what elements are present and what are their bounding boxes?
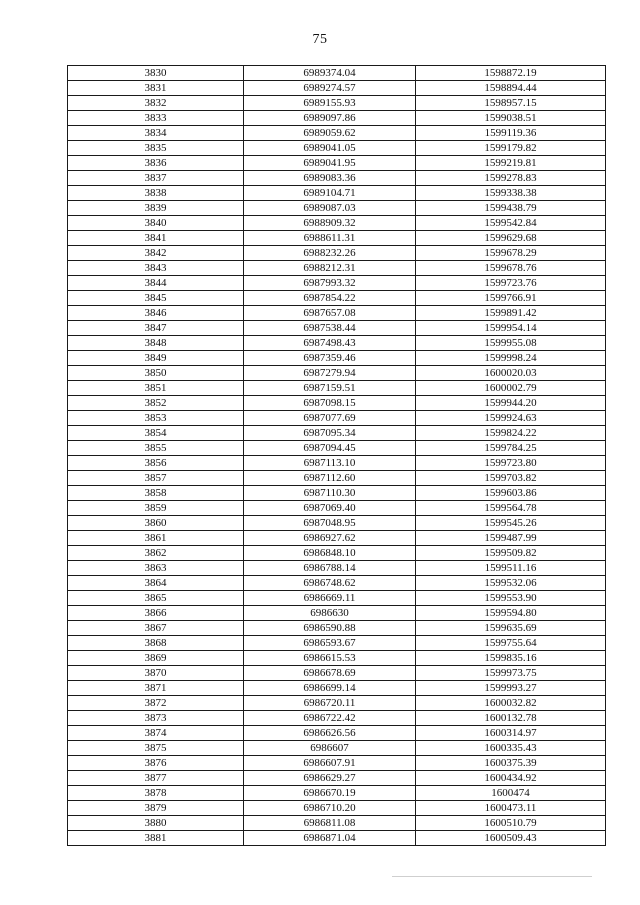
point-number-cell: 3860 [68,516,244,531]
point-number-cell: 3848 [68,336,244,351]
y-coordinate-cell: 1599678.29 [416,246,606,261]
point-number-cell: 3877 [68,771,244,786]
scan-artifact-line [392,876,592,877]
table-row [68,561,606,576]
x-coordinate-cell: 6989041.05 [244,141,416,156]
y-coordinate-cell: 1599038.51 [416,111,606,126]
point-number-cell: 3868 [68,636,244,651]
y-coordinate-cell: 1598872.19 [416,66,606,81]
point-number-cell: 3858 [68,486,244,501]
y-coordinate-cell: 1599564.78 [416,501,606,516]
point-number-cell: 3841 [68,231,244,246]
x-coordinate-cell: 6987110.30 [244,486,416,501]
table-row [68,231,606,246]
point-number-cell: 3863 [68,561,244,576]
page-number: 75 [312,32,328,47]
x-coordinate-cell: 6989155.93 [244,96,416,111]
table-row [68,726,606,741]
y-coordinate-cell: 1599924.63 [416,411,606,426]
table-row [68,786,606,801]
point-number-cell: 3871 [68,681,244,696]
y-coordinate-cell: 1598957.15 [416,96,606,111]
point-number-cell: 3851 [68,381,244,396]
point-number-cell: 3837 [68,171,244,186]
y-coordinate-cell: 1599603.86 [416,486,606,501]
table-row [68,471,606,486]
x-coordinate-cell: 6989104.71 [244,186,416,201]
point-number-cell: 3879 [68,801,244,816]
table-row [68,606,606,621]
table-row [68,576,606,591]
point-number-cell: 3855 [68,441,244,456]
table-row [68,486,606,501]
x-coordinate-cell: 6989374.04 [244,66,416,81]
table-row [68,171,606,186]
x-coordinate-cell: 6987113.10 [244,456,416,471]
y-coordinate-cell: 1599678.76 [416,261,606,276]
y-coordinate-cell: 1600335.43 [416,741,606,756]
point-number-cell: 3869 [68,651,244,666]
x-coordinate-cell: 6986669.11 [244,591,416,606]
point-number-cell: 3830 [68,66,244,81]
point-number-cell: 3840 [68,216,244,231]
y-coordinate-cell: 1599509.82 [416,546,606,561]
coordinates-table-body [68,66,606,846]
y-coordinate-cell: 1599891.42 [416,306,606,321]
y-coordinate-cell: 1599438.79 [416,201,606,216]
point-number-cell: 3846 [68,306,244,321]
y-coordinate-cell: 1598894.44 [416,81,606,96]
y-coordinate-cell: 1600434.92 [416,771,606,786]
point-number-cell: 3859 [68,501,244,516]
x-coordinate-cell: 6987095.34 [244,426,416,441]
x-coordinate-cell: 6986811.08 [244,816,416,831]
point-number-cell: 3872 [68,696,244,711]
table-row [68,276,606,291]
table-row [68,156,606,171]
y-coordinate-cell: 1599338.38 [416,186,606,201]
x-coordinate-cell: 6986590.88 [244,621,416,636]
table-row [68,666,606,681]
x-coordinate-cell: 6986748.62 [244,576,416,591]
table-row [68,186,606,201]
table-row [68,426,606,441]
point-number-cell: 3867 [68,621,244,636]
x-coordinate-cell: 6986678.69 [244,666,416,681]
table-row [68,336,606,351]
y-coordinate-cell: 1599723.80 [416,456,606,471]
y-coordinate-cell: 1599755.64 [416,636,606,651]
y-coordinate-cell: 1599545.26 [416,516,606,531]
table-row [68,351,606,366]
table-row [68,636,606,651]
table-row [68,681,606,696]
y-coordinate-cell: 1600020.03 [416,366,606,381]
x-coordinate-cell: 6987094.45 [244,441,416,456]
point-number-cell: 3854 [68,426,244,441]
point-number-cell: 3866 [68,606,244,621]
x-coordinate-cell: 6987159.51 [244,381,416,396]
point-number-cell: 3873 [68,711,244,726]
x-coordinate-cell: 6987048.95 [244,516,416,531]
table-row [68,771,606,786]
y-coordinate-cell: 1599784.25 [416,441,606,456]
x-coordinate-cell: 6986710.20 [244,801,416,816]
y-coordinate-cell: 1599179.82 [416,141,606,156]
x-coordinate-cell: 6986927.62 [244,531,416,546]
y-coordinate-cell: 1599954.14 [416,321,606,336]
y-coordinate-cell: 1599993.27 [416,681,606,696]
x-coordinate-cell: 6989083.36 [244,171,416,186]
table-row [68,696,606,711]
point-number-cell: 3834 [68,126,244,141]
x-coordinate-cell: 6986670.19 [244,786,416,801]
point-number-cell: 3876 [68,756,244,771]
point-number-cell: 3870 [68,666,244,681]
table-row [68,66,606,81]
x-coordinate-cell: 6989041.95 [244,156,416,171]
x-coordinate-cell: 6989097.86 [244,111,416,126]
table-row [68,411,606,426]
table-row [68,621,606,636]
point-number-cell: 3875 [68,741,244,756]
table-row [68,306,606,321]
table-row [68,801,606,816]
table-row [68,381,606,396]
y-coordinate-cell: 1599511.16 [416,561,606,576]
y-coordinate-cell: 1600375.39 [416,756,606,771]
point-number-cell: 3861 [68,531,244,546]
y-coordinate-cell: 1599973.75 [416,666,606,681]
y-coordinate-cell: 1599635.69 [416,621,606,636]
point-number-cell: 3836 [68,156,244,171]
y-coordinate-cell: 1599278.83 [416,171,606,186]
x-coordinate-cell: 6987069.40 [244,501,416,516]
table-row [68,546,606,561]
x-coordinate-cell: 6987077.69 [244,411,416,426]
table-row [68,246,606,261]
x-coordinate-cell: 6986722.42 [244,711,416,726]
x-coordinate-cell: 6987657.08 [244,306,416,321]
x-coordinate-cell: 6987279.94 [244,366,416,381]
x-coordinate-cell: 6988232.26 [244,246,416,261]
y-coordinate-cell: 1599824.22 [416,426,606,441]
x-coordinate-cell: 6986720.11 [244,696,416,711]
point-number-cell: 3878 [68,786,244,801]
y-coordinate-cell: 1600132.78 [416,711,606,726]
coordinates-table [67,65,606,846]
table-row [68,756,606,771]
point-number-cell: 3862 [68,546,244,561]
table-row [68,321,606,336]
point-number-cell: 3874 [68,726,244,741]
y-coordinate-cell: 1599487.99 [416,531,606,546]
x-coordinate-cell: 6986626.56 [244,726,416,741]
table-row [68,591,606,606]
table-row [68,651,606,666]
point-number-cell: 3844 [68,276,244,291]
table-row [68,291,606,306]
table-row [68,711,606,726]
point-number-cell: 3880 [68,816,244,831]
y-coordinate-cell: 1600509.43 [416,831,606,846]
y-coordinate-cell: 1600032.82 [416,696,606,711]
point-number-cell: 3835 [68,141,244,156]
table-row [68,396,606,411]
y-coordinate-cell: 1599553.90 [416,591,606,606]
table-row [68,96,606,111]
x-coordinate-cell: 6986629.27 [244,771,416,786]
y-coordinate-cell: 1600474 [416,786,606,801]
y-coordinate-cell: 1599835.16 [416,651,606,666]
x-coordinate-cell: 6986607.91 [244,756,416,771]
y-coordinate-cell: 1599119.36 [416,126,606,141]
table-row [68,261,606,276]
table-row [68,531,606,546]
x-coordinate-cell: 6987538.44 [244,321,416,336]
x-coordinate-cell: 6988212.31 [244,261,416,276]
y-coordinate-cell: 1599629.68 [416,231,606,246]
table-row [68,741,606,756]
point-number-cell: 3865 [68,591,244,606]
table-row [68,816,606,831]
x-coordinate-cell: 6986699.14 [244,681,416,696]
point-number-cell: 3856 [68,456,244,471]
x-coordinate-cell: 6986615.53 [244,651,416,666]
point-number-cell: 3839 [68,201,244,216]
y-coordinate-cell: 1599955.08 [416,336,606,351]
y-coordinate-cell: 1599944.20 [416,396,606,411]
x-coordinate-cell: 6987112.60 [244,471,416,486]
table-row [68,201,606,216]
y-coordinate-cell: 1599532.06 [416,576,606,591]
table-row [68,111,606,126]
x-coordinate-cell: 6989087.03 [244,201,416,216]
table-row [68,831,606,846]
x-coordinate-cell: 6986788.14 [244,561,416,576]
table-row [68,126,606,141]
point-number-cell: 3838 [68,186,244,201]
table-row [68,441,606,456]
table-row [68,216,606,231]
point-number-cell: 3843 [68,261,244,276]
y-coordinate-cell: 1599594.80 [416,606,606,621]
x-coordinate-cell: 6989274.57 [244,81,416,96]
x-coordinate-cell: 6989059.62 [244,126,416,141]
x-coordinate-cell: 6987993.32 [244,276,416,291]
point-number-cell: 3831 [68,81,244,96]
x-coordinate-cell: 6987098.15 [244,396,416,411]
x-coordinate-cell: 6987498.43 [244,336,416,351]
x-coordinate-cell: 6987359.46 [244,351,416,366]
point-number-cell: 3853 [68,411,244,426]
x-coordinate-cell: 6988611.31 [244,231,416,246]
x-coordinate-cell: 6986593.67 [244,636,416,651]
y-coordinate-cell: 1599766.91 [416,291,606,306]
table-row [68,501,606,516]
x-coordinate-cell: 6986630 [244,606,416,621]
x-coordinate-cell: 6987854.22 [244,291,416,306]
x-coordinate-cell: 6986848.10 [244,546,416,561]
y-coordinate-cell: 1599723.76 [416,276,606,291]
y-coordinate-cell: 1600473.11 [416,801,606,816]
y-coordinate-cell: 1600314.97 [416,726,606,741]
x-coordinate-cell: 6986871.04 [244,831,416,846]
point-number-cell: 3845 [68,291,244,306]
point-number-cell: 3857 [68,471,244,486]
table-row [68,141,606,156]
point-number-cell: 3842 [68,246,244,261]
x-coordinate-cell: 6986607 [244,741,416,756]
point-number-cell: 3849 [68,351,244,366]
point-number-cell: 3881 [68,831,244,846]
point-number-cell: 3850 [68,366,244,381]
point-number-cell: 3847 [68,321,244,336]
y-coordinate-cell: 1600002.79 [416,381,606,396]
point-number-cell: 3832 [68,96,244,111]
table-row [68,81,606,96]
point-number-cell: 3833 [68,111,244,126]
y-coordinate-cell: 1600510.79 [416,816,606,831]
x-coordinate-cell: 6988909.32 [244,216,416,231]
point-number-cell: 3852 [68,396,244,411]
y-coordinate-cell: 1599998.24 [416,351,606,366]
y-coordinate-cell: 1599542.84 [416,216,606,231]
y-coordinate-cell: 1599703.82 [416,471,606,486]
y-coordinate-cell: 1599219.81 [416,156,606,171]
table-row [68,366,606,381]
table-row [68,516,606,531]
table-row [68,456,606,471]
point-number-cell: 3864 [68,576,244,591]
